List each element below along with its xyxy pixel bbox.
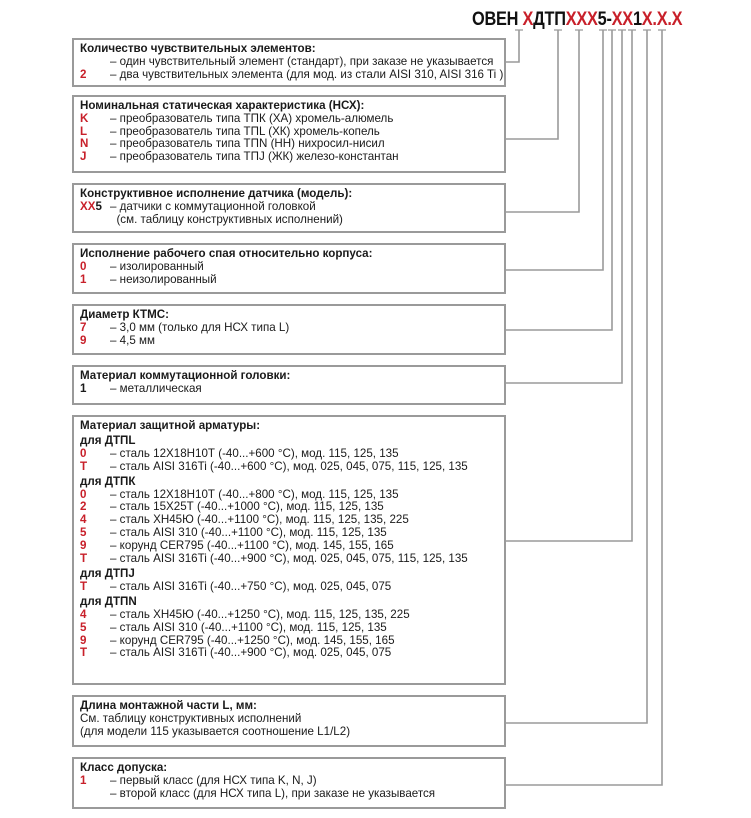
option-row: T – сталь AISI 316Ti (-40...+600 °C), мод. 025, 045, 075, 115, 125, 135 [80,459,468,473]
option-row: 4 – сталь ХН45Ю (-40...+1100 °C), мод. 115, 125, 135, 225 [80,513,409,527]
section-junction [72,243,506,294]
section-length [72,695,506,747]
connector-material [506,30,632,541]
option-row: N – преобразователь типа ТПN (НН) нихросил-нисил [80,137,385,151]
group-label: для ДТПN [80,594,137,608]
option-row: T – сталь AISI 316Ti (-40...+750 °C), мод. 025, 045, 075 [80,579,392,593]
section-title: Количество чувствительных элементов: [80,42,316,55]
section-nsh [72,95,506,173]
connector-nsh [506,30,558,139]
option-row: 5 – сталь AISI 310 (-40...+1100 °C), мод. 115, 125, 135 [80,620,387,634]
option-row: 4 – сталь ХН45Ю (-40...+1250 °C), мод. 115, 125, 135, 225 [80,607,410,621]
connector-elements [506,30,519,62]
section-title: Класс допуска: [80,761,168,774]
code-seg-brand: ОВЕН [472,9,523,30]
section-title: Материал защитной арматуры: [80,419,261,432]
section-title: Материал коммутационной головки: [80,369,291,382]
section-title: Номинальная статическая характеристика (НСХ): [80,99,365,112]
section-head-material [72,365,506,405]
code-seg-length: X. [656,9,672,30]
option-row: 1 – металлическая [80,381,202,395]
code-seg-junction-diameter: XX [611,9,633,30]
option-row: 2 – два чувствительных элемента (для мод. из стали AISI 310, AISI 316 Ti ) [80,67,504,81]
connector-length [506,30,647,723]
option-row: 0 – сталь 12Х18Н10Т (-40...+600 °C), мод. 115, 125, 135 [80,446,399,460]
option-row: 2 – сталь 15Х25Т (-40...+1000 °C), мод. 115, 125, 135 [80,500,384,514]
option-row: 9 – корунд CER795 (-40...+1100 °C), мод. 145, 155, 165 [80,539,394,553]
option-row: XX5 – датчики с коммутационной головкой [80,199,316,213]
section-title: Длина монтажной части L, мм: [80,699,257,712]
code-seg-nsh-model: XXX [565,9,598,30]
section-elements-count [72,38,506,87]
code-seg-class: X [671,9,683,30]
option-row: 0 – изолированный [80,259,204,273]
option-row: T – сталь AISI 316Ti (-40...+900 °C), мод. 025, 045, 075 [80,646,392,660]
section-tolerance-class [72,757,506,809]
section-title: Конструктивное исполнение датчика (модель): [80,187,353,200]
group-label: для ДТПК [80,474,136,488]
option-row: 9 – корунд CER795 (-40...+1250 °C), мод. 145, 155, 165 [80,633,395,647]
option-row: 1 – неизолированный [80,272,217,286]
option-row: 9 – 4,5 мм [80,333,155,347]
section-title: Исполнение рабочего спая относительно корпуса: [80,247,373,260]
code-seg-5: 5- [597,9,612,30]
option-row: – второй класс (для НСХ типа L), при заказе не указывается [110,786,436,800]
section-line: (для модели 115 указывается соотношение L1/L2) [80,724,351,738]
option-row: (см. таблицу конструктивных исполнений) [110,212,343,226]
option-row: 7 – 3,0 мм (только для НСХ типа L) [80,320,290,334]
section-sheath-material [72,415,506,685]
option-row: 5 – сталь AISI 310 (-40...+1100 °C), мод. 115, 125, 135 [80,526,387,540]
section-line: См. таблицу конструктивных исполнений [80,711,302,725]
connector-model [506,30,579,212]
code-seg-dtp: ДТП [533,9,566,30]
section-diameter [72,304,506,355]
code-seg-elements: X [522,9,534,30]
code-seg-material: X. [641,9,657,30]
code-seg-head: 1 [632,9,642,30]
option-row: – один чувствительный элемент (стандарт), при заказе не указывается [110,54,494,68]
option-row: 1 – первый класс (для НСХ типа K, N, J) [80,773,317,787]
group-label: для ДТПL [80,433,136,447]
option-row: 0 – сталь 12Х18Н10Т (-40...+800 °C), мод. 115, 125, 135 [80,487,399,501]
option-row: K – преобразователь типа ТПК (ХА) хромель-алюмель [80,111,394,125]
group-label: для ДТПJ [80,566,135,580]
section-model [72,183,506,233]
option-row: L – преобразователь типа ТПL (ХК) хромель-копель [80,124,380,138]
option-row: T – сталь AISI 316Ti (-40...+900 °C), мод. 025, 045, 075, 115, 125, 135 [80,552,468,566]
connector-diameter [506,30,612,330]
section-title: Диаметр КТМС: [80,308,170,321]
connector-class [506,30,662,785]
connector-junction [506,30,603,270]
option-row: J – преобразователь типа ТПJ (ЖК) железо-константан [80,150,399,164]
